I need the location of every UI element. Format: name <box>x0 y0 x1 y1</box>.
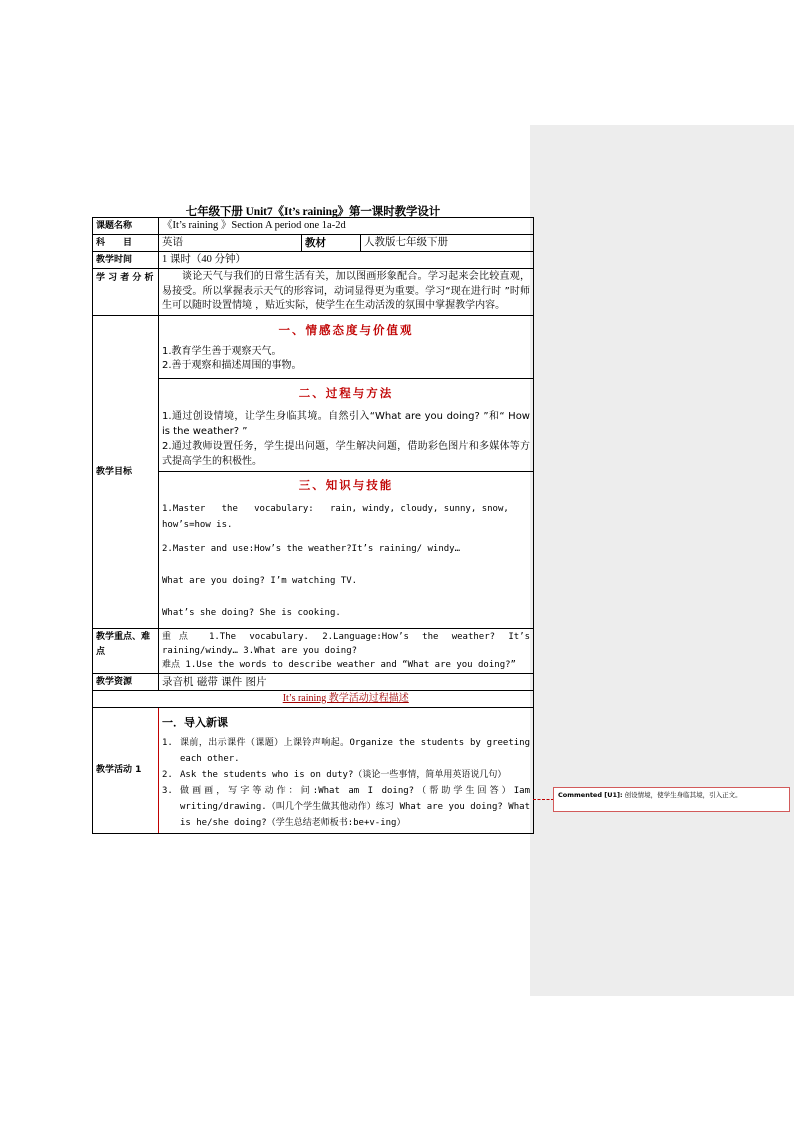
time-value: 1 课时（40 分钟） <box>159 252 534 269</box>
step-text: 做画画，写字等动作：问:What am I doing?（帮助学生回答）Iam writing/drawing.（叫几个学生做其他动作）练习 What are you doing? What is he/she doing?（学生总结老师板书:be+v-ing） <box>180 785 530 828</box>
lesson-plan-table <box>92 217 534 834</box>
row-goals-2 <box>93 378 534 471</box>
topic-value: 《It’s raining 》Section A period one 1a-2d <box>159 218 534 235</box>
row-resources <box>93 673 534 690</box>
step-number: 3. <box>162 785 173 796</box>
resources-label: 教学资源 <box>93 673 159 690</box>
activity-step <box>162 767 530 783</box>
activity-step <box>162 783 530 831</box>
keypoints-difficult: 难点 1.Use the words to describe weather and “What are you doing?” <box>162 659 516 670</box>
row-time <box>93 252 534 269</box>
subject-label: 科 目 <box>93 235 159 252</box>
activity-cell <box>159 707 534 833</box>
analysis-label: 学 习 者 分 析 <box>93 269 159 316</box>
comment-author: Commented [U1]: <box>558 791 623 799</box>
comment-connector-line <box>533 799 554 800</box>
activity-steps <box>162 735 530 831</box>
topic-label: 课题名称 <box>93 218 159 235</box>
keypoints-important: 重点 1.The vocabulary. 2.Language:How’s the weather? It’s raining/windy… 3.What are you doing? <box>162 631 530 656</box>
goal-process-cell <box>159 378 534 471</box>
row-activity-1 <box>93 707 534 833</box>
row-goals-3 <box>93 471 534 628</box>
comment-text: 创设情境，使学生身临其境，引入正文。 <box>624 791 742 799</box>
goal-knowledge-item: 1.Master the vocabulary: rain, windy, cloudy, sunny, snow, how’s=how is. <box>162 503 515 530</box>
keypoints-cell <box>159 628 534 673</box>
row-subject <box>93 235 534 252</box>
goal-emotion-heading: 一、情感态度与价值观 <box>278 322 414 337</box>
textbook-label: 教材 <box>302 235 361 252</box>
resources-value: 录音机 磁带 课件 图片 <box>159 673 534 690</box>
activity-caption <box>159 690 534 707</box>
subject-value: 英语 <box>159 235 302 252</box>
textbook-value: 人教版七年级下册 <box>361 235 534 252</box>
goal-emotion-item: 1.教育学生善于观察天气。 <box>162 345 282 357</box>
analysis-text: 谈论天气与我们的日常生活有关，加以图画形象配合。学习起来会比较直观，易接受。所以掌握表示天气的形容词，动词显得更为重要。学习“现在进行时 ”时师生可以随时设置情境 ，贴近实际，使学生在生动活泼的氛围中掌握教学内容。 <box>159 269 534 316</box>
goal-knowledge-heading: 三、知识与技能 <box>298 479 394 492</box>
activity-step <box>162 735 530 767</box>
goal-process-item: 2.通过教师设置任务，学生提出问题，学生解决问题，借助彩色图片和多媒体等方式提高学生的积极性。 <box>162 440 530 467</box>
goal-knowledge-cell <box>159 471 534 628</box>
row-analysis <box>93 269 534 316</box>
goal-knowledge-item: What’s she doing? She is cooking. <box>162 607 341 618</box>
time-label: 教学时间 <box>93 252 159 269</box>
row-goals-1 <box>93 315 534 378</box>
goal-knowledge-item: What are you doing? I’m watching TV. <box>162 575 358 586</box>
goal-process-item: 1.通过创设情境，让学生身临其境。自然引入“What are you doing? ”和“ How is the weather? ” <box>162 410 530 437</box>
goal-knowledge-item: 2.Master and use:How’s the weather?It’s raining/ windy… <box>162 543 461 554</box>
caption-spacer <box>93 690 159 707</box>
activity-label: 教学活动 1 <box>93 707 159 833</box>
activity-title: 一．导入新课 <box>162 715 228 729</box>
goal-emotion-cell <box>159 315 534 378</box>
step-number: 2. <box>162 769 173 780</box>
goal-process-heading: 二、过程与方法 <box>298 385 394 400</box>
keypoints-label: 教学重点、难点 <box>93 628 159 673</box>
activity-caption-text: It’s raining 教学活动过程描述 <box>282 692 409 704</box>
row-keypoints <box>93 628 534 673</box>
step-text: Ask the students who is on duty?（谈论一些事情，简单用英语说几句） <box>180 769 507 780</box>
comment-balloon[interactable] <box>553 787 790 812</box>
goal-emotion-item: 2.善于观察和描述周围的事物。 <box>162 359 302 371</box>
row-caption <box>93 690 534 707</box>
step-number: 1. <box>162 737 173 748</box>
comment-pane <box>530 125 794 996</box>
goals-label: 教学目标 <box>93 315 159 628</box>
row-topic <box>93 218 534 235</box>
step-text: 课前，出示课件（课题）上课铃声响起。Organize the students by greeting each other. <box>180 737 530 764</box>
document-title: 七年级下册 Unit7《It’s raining》第一课时教学设计 <box>185 206 441 218</box>
